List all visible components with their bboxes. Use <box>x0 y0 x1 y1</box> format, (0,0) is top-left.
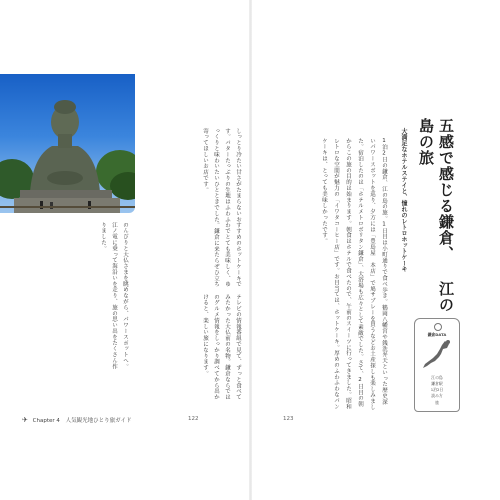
tag-row-4: 読み方 <box>431 393 443 398</box>
tag-row-1: 江の島 <box>431 375 443 380</box>
tag-hole-icon <box>434 323 442 331</box>
article-subtitle: 大満足なホテルステイと、憧れのレトロホットケーキ <box>400 128 407 272</box>
book-gutter <box>249 0 252 500</box>
tag-row-2: 鎌倉駅 <box>431 381 443 386</box>
left-page-number: 122 <box>188 416 199 422</box>
right-page-number: 123 <box>283 416 294 422</box>
travel-data-tag <box>414 318 460 412</box>
tag-header: 鎌倉DATA <box>427 332 447 337</box>
chapter-title: 人気観光地ひとり旅ガイド <box>65 418 132 424</box>
title-line-1: 五感で感じる鎌倉、 <box>437 118 455 262</box>
right-body-text: 1泊2日の鎌倉、江の島の旅。1日目は小町通りで食べ歩き。鶴岡八幡宮や銭洗弁天といった歴史深いパワースポットを巡り、夕方には「豊島屋 本店」で鳩サブレーを買うなどお土産探しも楽しみました。宿泊したのは「ホテルメトロポリタン鎌倉」、大浴場も広々として素敵でした。さて、2日目の朝からこの旅の目的は始まります。朝食はホテルで食べたので、午前のスイーツに行ってきました。昭和レトロな空間が魅力の「イワタコーヒー店」です。お目当ては、ホットケーキ。厚めのふわふわなパンケーキは、とっても美味しかったです。 <box>321 138 387 410</box>
buddha-illustration <box>0 74 135 213</box>
left-body-paragraph-1: しっとり冷たい甘さがたまらないおすすめのホットケーキです。バターたっぷりの生地はふわふわでとても美味しく、ゆっくりと味わいたいひとときでした。鎌倉に来たらぜひ立ち寄ってほしいお店です。 <box>202 128 241 288</box>
chapter-label: Chapter 4 <box>32 418 60 424</box>
great-buddha-photo <box>0 74 135 213</box>
article-title <box>410 118 456 318</box>
title-line-2: 江の島の旅 <box>417 118 455 313</box>
chapter-footer <box>22 416 131 424</box>
left-body-paragraph-3: のんびりと大仏さまを眺めながら、パワースポットへ。江ノ電に乗って海沿いを走り、旅の思い出をたくさん作りました。 <box>100 222 128 370</box>
left-body-paragraph-2: テレビの情報番組で見て、ずっと食べてみたかった大仏前の名物。鎌倉ならではのグルメ情報をしっかり調べてから出かけると、楽しい旅になります。 <box>202 294 241 401</box>
tag-row-5: 旅 <box>435 400 439 405</box>
tag-row-3: 1泊2日 <box>430 387 444 392</box>
airplane-icon: ✈ <box>22 416 28 424</box>
japan-map-icon <box>415 339 459 373</box>
